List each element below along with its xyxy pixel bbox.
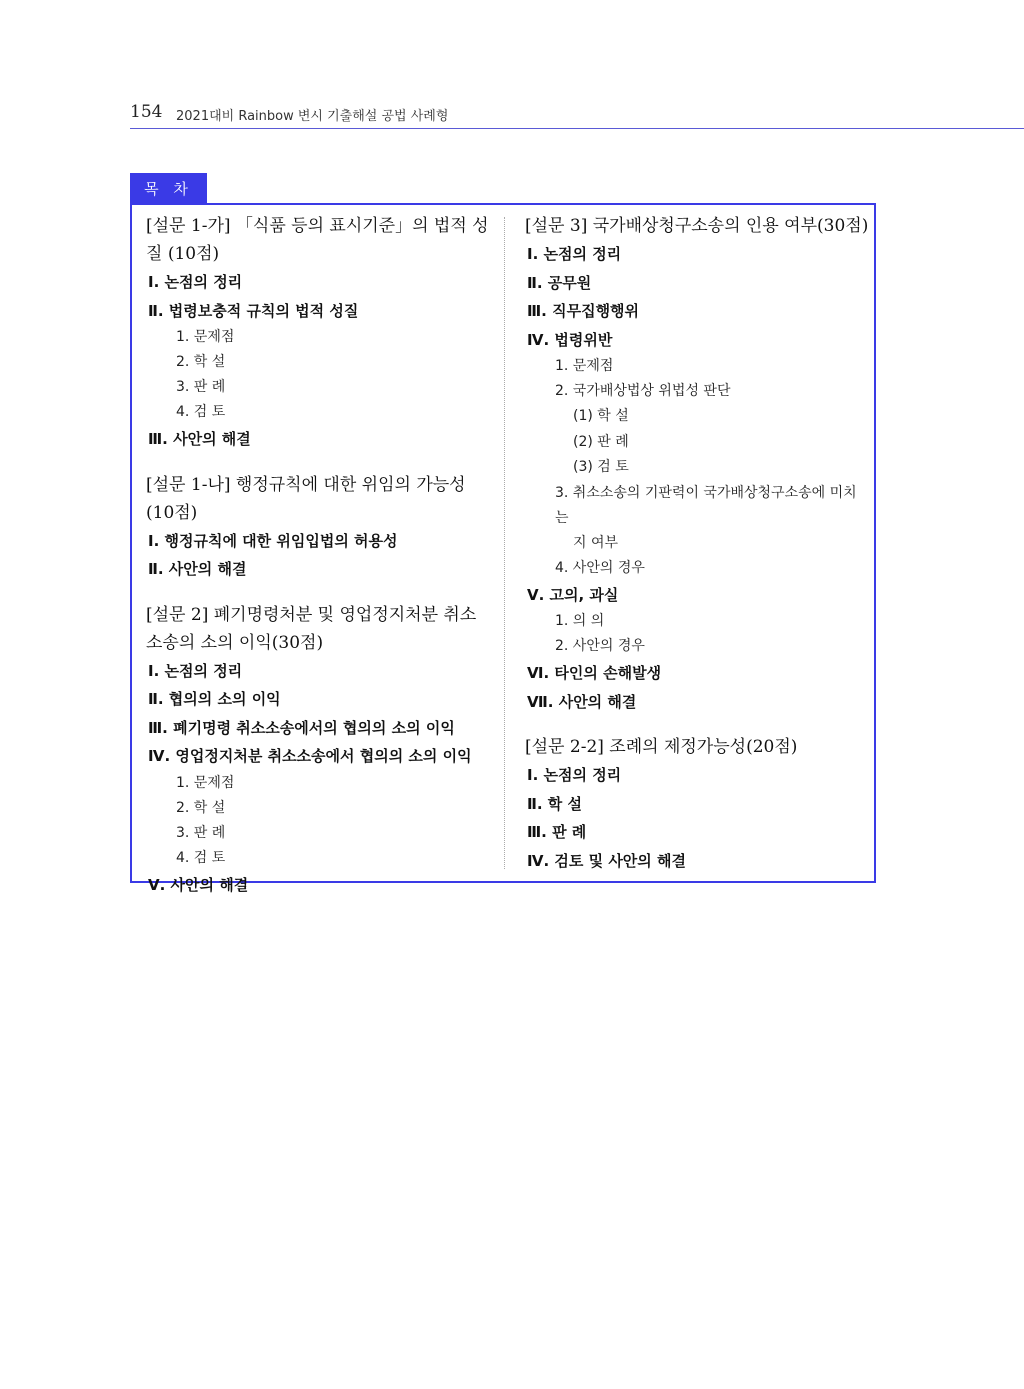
toc-section-item: Ⅱ. 법령보충적 규칙의 법적 성질 [148, 301, 359, 320]
question-block [146, 601, 491, 900]
toc-subsection-item: 2. 학 설 [176, 354, 226, 370]
toc-section-item: Ⅳ. 법령위반 [527, 330, 613, 349]
question-block [525, 212, 870, 716]
toc-section-item: Ⅰ. 논점의 정리 [527, 245, 622, 263]
toc-subsection-item: (3) 검 토 [573, 459, 629, 475]
toc-section-item: Ⅴ. 고의, 과실 [527, 585, 619, 604]
question-title: [설문 2-2] 조례의 제정가능성(20점) [525, 737, 798, 757]
toc-section-item: Ⅰ. 행정규칙에 대한 위임입법의 허용성 [148, 531, 398, 550]
toc-section-item: Ⅲ. 판 례 [527, 823, 587, 841]
toc-section-item: Ⅰ. 논점의 정리 [527, 766, 622, 784]
toc-label: 목 차 [130, 173, 207, 204]
toc-section-item: Ⅳ. 영업정지처분 취소소송에서 협의의 소의 이익 [148, 747, 472, 765]
toc-subsection-item: 2. 학 설 [176, 799, 226, 816]
toc-section-item: Ⅴ. 사안의 해결 [148, 875, 249, 894]
toc-subsection-item: 1. 문제점 [176, 329, 235, 345]
question-title: [설문 1-나] 행정규칙에 대한 위임의 가능성(10점) [146, 474, 466, 523]
toc-section-item: Ⅵ. 타인의 손해발생 [527, 664, 662, 682]
toc-subsection-item: 2. 국가배상법상 위법성 판단 [555, 383, 731, 399]
question-title: [설문 3] 국가배상청구소송의 인용 여부(30점) [525, 216, 869, 236]
question-block [146, 212, 491, 454]
question-title: [설문 1-가] 「식품 등의 표시기준」의 법적 성질 (10점) [146, 216, 489, 264]
toc-section-item: Ⅰ. 논점의 정리 [148, 273, 243, 291]
toc-subsection-item: (2) 판 례 [573, 433, 629, 450]
book-title: 2021대비 Rainbow 변시 기출해설 공법 사례형 [176, 109, 449, 124]
toc-subsection-item: 2. 사안의 경우 [555, 638, 645, 654]
page-header [130, 102, 1024, 129]
toc-section-item: Ⅲ. 직무집행행위 [527, 302, 640, 320]
toc-subsection-item: 3. 판 례 [176, 379, 226, 395]
toc-section-item: Ⅱ. 학 설 [527, 794, 583, 813]
toc-left-column [146, 212, 491, 916]
toc-subsection-item: 3. 판 례 [176, 824, 226, 841]
question-block [146, 471, 491, 584]
column-divider [504, 217, 505, 869]
toc-subsection-item: 4. 검 토 [176, 849, 226, 866]
toc-subsection-item: 1. 문제점 [176, 774, 235, 791]
toc-section-item: Ⅱ. 협의의 소의 이익 [148, 690, 281, 708]
toc-right-column [525, 212, 870, 892]
toc-subsection-item: 1. 의 의 [555, 613, 605, 629]
toc-subsection-item: 1. 문제점 [555, 358, 614, 374]
toc-subsection-item: 4. 사안의 경우 [555, 559, 645, 576]
toc-section-item: Ⅳ. 검토 및 사안의 해결 [527, 851, 686, 870]
toc-subsection-item: 4. 검 토 [176, 404, 226, 420]
toc-subsection-item: 지 여부 [573, 534, 619, 551]
page-number: 154 [130, 102, 163, 122]
toc-section-item: Ⅲ. 폐기명령 취소소송에서의 협의의 소의 이익 [148, 718, 455, 737]
toc-section-item: Ⅲ. 사안의 해결 [148, 430, 251, 448]
toc-subsection-item: (1) 학 설 [573, 408, 629, 424]
toc-section-item: Ⅰ. 논점의 정리 [148, 661, 243, 680]
toc-section-item: Ⅶ. 사안의 해결 [527, 692, 637, 711]
toc-section-item: Ⅱ. 공무원 [527, 273, 592, 292]
question-block [525, 733, 870, 875]
toc-subsection-item: 3. 취소소송의 기판력이 국가배상청구소송에 미치는 [555, 484, 857, 526]
question-title: [설문 2] 폐기명령처분 및 영업정지처분 취소소송의 소의 이익(30점) [146, 604, 477, 653]
toc-section-item: Ⅱ. 사안의 해결 [148, 560, 247, 578]
